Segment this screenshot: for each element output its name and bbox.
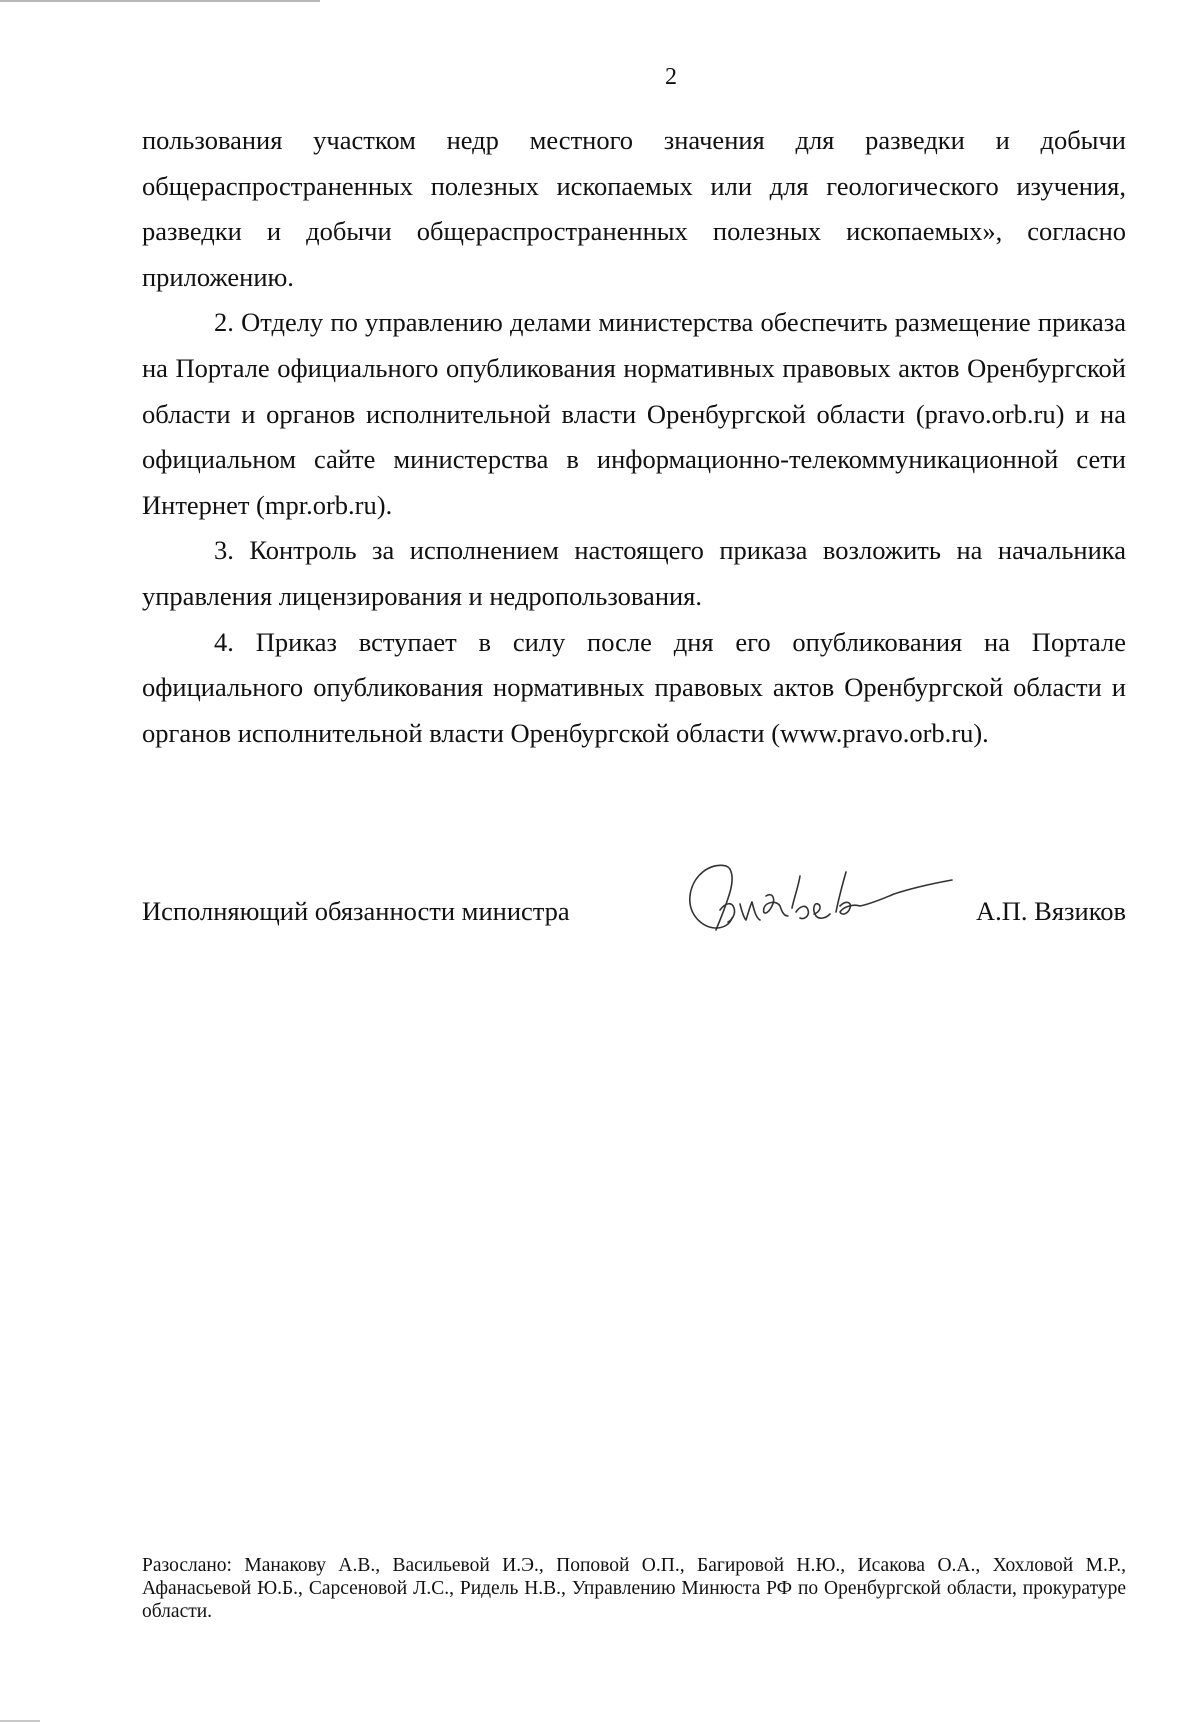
- scan-edge-top: [0, 0, 320, 2]
- signer-name: А.П. Вязиков: [976, 896, 1126, 926]
- signer-position: Исполняющий обязанности министра: [142, 896, 570, 926]
- document-body: [142, 118, 1126, 756]
- paragraph-3-control: 3. Контроль за исполнением настоящего приказа возложить на начальника управления лицензирования и недропользования.: [142, 535, 1126, 611]
- handwritten-signature: [680, 858, 960, 938]
- distribution-list: Разослано: Манакову А.В., Васильевой И.Э., Поповой О.П., Багировой Н.Ю., Исакова О.А., Хохловой М.Р., Афанасьевой Ю.Б., Сарсеновой Л.С., Ридель Н.В., Управлению Минюста РФ по Оренбургской области, прокуратуре области.: [142, 1555, 1126, 1622]
- paragraph-4-effective-date: 4. Приказ вступает в силу после дня его опубликования на Портале официального опубликования нормативных правовых актов Оренбургской области и органов исполнительной власти Оренбургской области (www.pravo.orb.ru).: [142, 626, 1126, 748]
- signature-block: [142, 896, 1126, 936]
- page-number: 2: [665, 64, 677, 90]
- paragraph-2-publication: 2. Отделу по управлению делами министерства обеспечить размещение приказа на Портале официального опубликования нормативных правовых актов Оренбургской области и органов исполнительной власти Оренбургской области (pravo.orb.ru) и на официальном сайте министерства в информационно-телекоммуникационной сети Интернет (mpr.orb.ru).: [142, 307, 1126, 520]
- paragraph-continuation: пользования участком недр местного значения для разведки и добычи общераспространенных полезных ископаемых или для геологического изучения, разведки и добычи общераспространенных полезных ископаемых», согласно приложению.: [142, 125, 1126, 292]
